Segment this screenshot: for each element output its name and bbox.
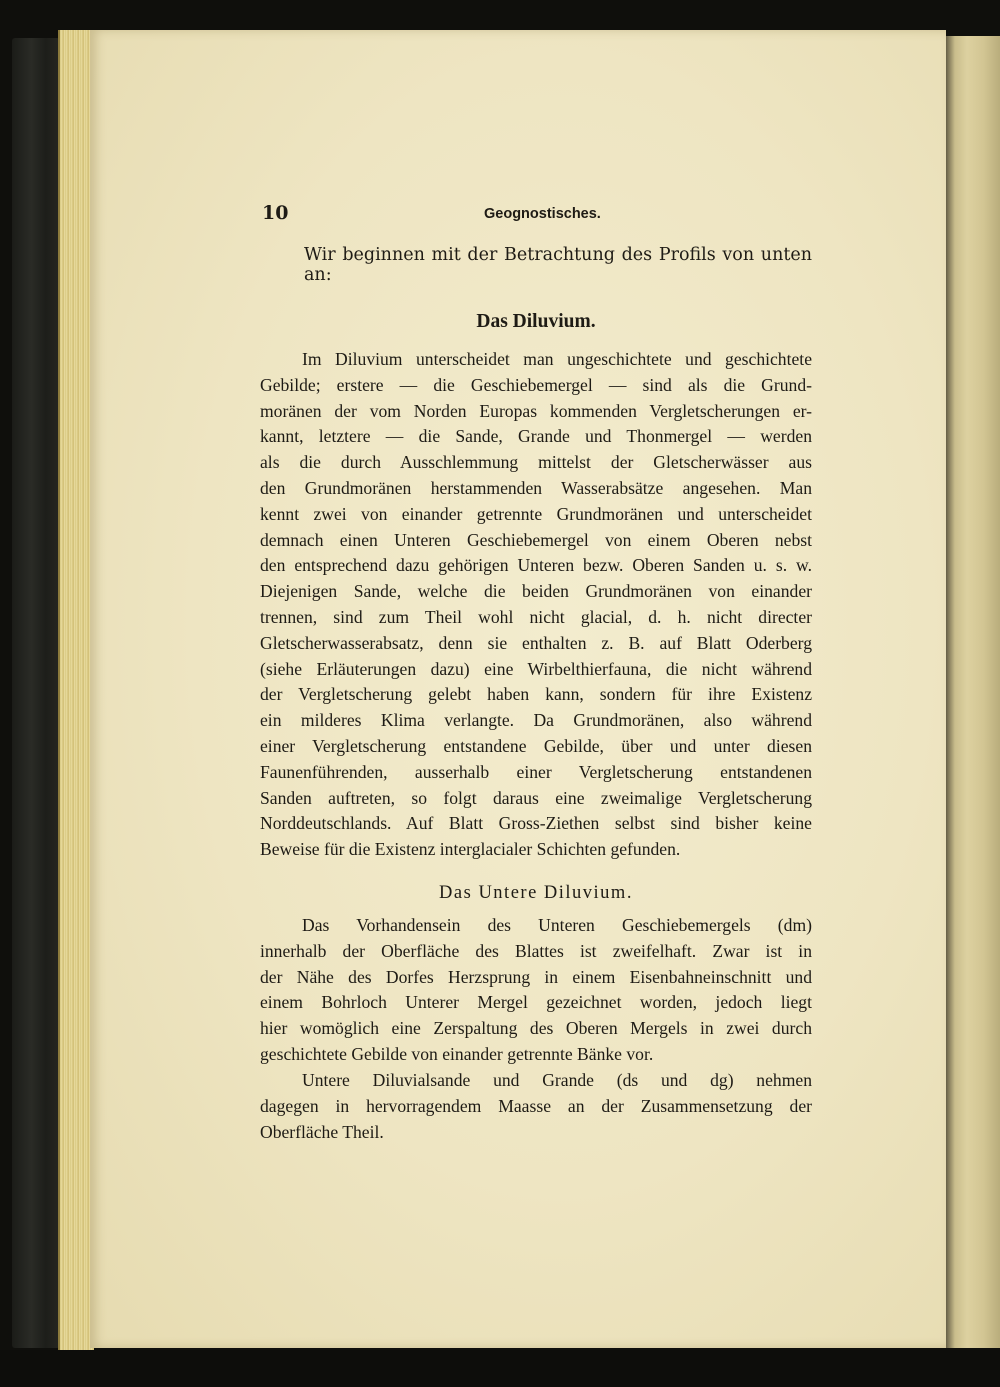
sub-heading: Das Untere Diluvium. [439,883,633,903]
paragraph-diluvium [260,347,812,863]
text-line: Gebilde; erstere — die Geschiebemergel — sind als die Grund- [260,374,812,395]
text-line: Sanden auftreten, so folgt daraus eine zweimalige Vergletscherung [260,787,812,808]
facing-page-edge [945,36,1000,1348]
text-line: Beweise für die Existenz interglacialer Schichten gefunden. [260,839,681,860]
text-line: Das Vorhandensein des Unteren Geschiebemergels (dm) [302,915,812,935]
text-line: als die durch Ausschlemmung mittelst der Gletscherwässer aus [260,452,812,473]
text-line: trennen, sind zum Theil wohl nicht glacial, d. h. nicht directer [260,606,812,627]
text-line: kennt zwei von einander getrennte Grundmoränen und unterscheidet [260,503,812,524]
text-line: Untere Diluvialsande und Grande (ds und dg) nehmen [302,1070,812,1090]
text-line: hier womöglich eine Zerspaltung des Oberen Mergels in zwei durch [260,1018,812,1039]
text-line: moränen der vom Norden Europas kommenden Vergletscherungen er- [260,400,812,421]
page-number: 10 [262,202,289,224]
text-line: dagegen in hervorragendem Maasse an der Zusammensetzung der [260,1095,812,1116]
text-line: einer Vergletscherung entstandene Gebilde, über und unter diesen [260,735,812,756]
paragraph-untere-sande [260,1068,812,1145]
text-line: den Grundmoränen herstammenden Wasserabsätze angesehen. Man [260,477,812,498]
text-line: Faunenführenden, ausserhalb einer Vergletscherung entstandenen [260,761,812,782]
text-line: Norddeutschlands. Auf Blatt Gross-Ziethen selbst sind bisher keine [260,813,812,834]
text-line: kannt, letztere — die Sande, Grande und Thonmergel — werden [260,426,812,447]
text-line: Diejenigen Sande, welche die beiden Grundmoränen von einander [260,581,812,602]
text-line: innerhalb der Oberfläche des Blattes ist zweifelhaft. Zwar ist in [260,940,812,961]
text-line: der Nähe des Dorfes Herzsprung in einem Eisenbahneinschnitt und [260,966,812,987]
text-line: Oberfläche Theil. [260,1121,384,1142]
text-line: geschichtete Gebilde von einander getrennte Bänke vor. [260,1043,654,1064]
paragraph-untere-mergel [260,913,812,1068]
running-head: Geognostisches. [484,206,601,222]
page-edges-left [58,30,94,1350]
scan-background [0,1350,1000,1387]
text-line: ein milderes Klima verlangte. Da Grundmoränen, also während [260,710,812,731]
text-line: den entsprechend dazu gehörigen Unteren bezw. Oberen Sanden u. s. w. [260,555,812,576]
text-line: einem Bohrloch Unterer Mergel gezeichnet worden, jedoch liegt [260,992,812,1013]
intro-line: Wir beginnen mit der Betrachtung des Profils von unten an: [304,245,812,285]
text-line: Gletscherwasserabsatz, denn sie enthalten z. B. auf Blatt Oderberg [260,632,812,653]
section-heading: Das Diluvium. [476,311,596,332]
text-line: Im Diluvium unterscheidet man ungeschichtete und geschichtete [302,349,812,369]
book-cover-spine [12,38,60,1348]
text-line: der Vergletscherung gelebt haben kann, sondern für ihre Existenz [260,684,812,705]
text-line: demnach einen Unteren Geschiebemergel von einem Oberen nebst [260,529,812,550]
text-line: (siehe Erläuterungen dazu) eine Wirbelthierfauna, die nicht während [260,658,812,679]
